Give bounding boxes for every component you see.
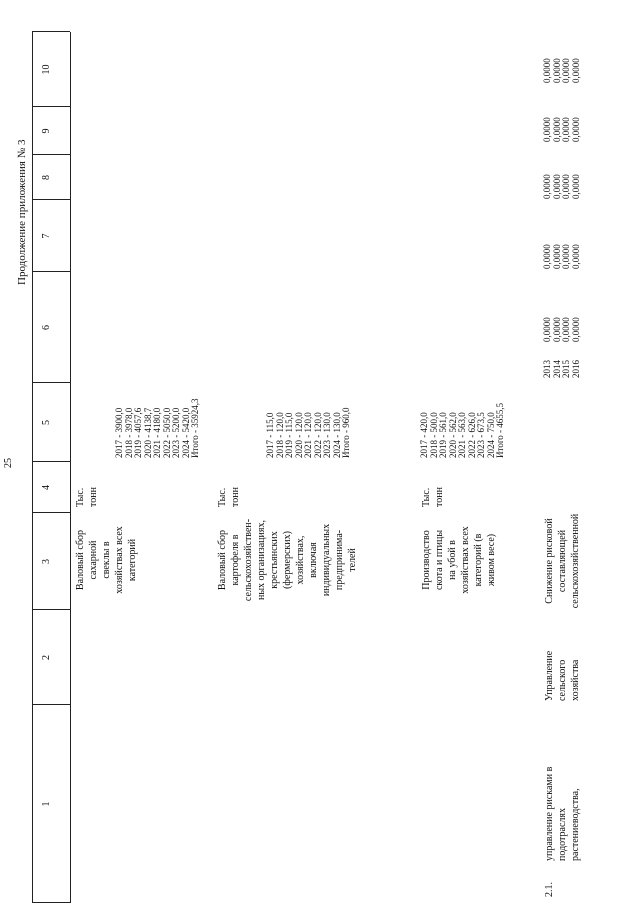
- row-col10-values: 0,0000 0,0000 0,0000 0,0000: [542, 58, 581, 83]
- indicator-values: 2017 - 420,0 2018 - 500,0 2019 - 561,0 2020 - 562,0 2021 - 563,0 2022 - 626,0 2023 - 673,5 2024 - 750,0 Итого - 4655,5: [419, 402, 505, 458]
- indicator-name: Валовый сбор картофеля в сельскохозяйствен- ных организациях, крестьянских (фермерских) хозяйствах, включая индивидуальных предпринима- телей: [217, 518, 358, 602]
- row-executor: Управление сельского хозяйства: [544, 650, 581, 701]
- col-num-5: 5: [41, 420, 52, 425]
- row-col6-values: 0,0000 0,0000 0,0000 0,0000: [542, 317, 581, 342]
- col-num-10: 10: [41, 64, 52, 75]
- col-num-3: 3: [41, 559, 52, 564]
- col-num-7: 7: [41, 233, 52, 239]
- col-num-8: 8: [41, 175, 52, 180]
- indicator-unit: Тыс. тонн: [217, 487, 241, 507]
- row-years: 2013 2014 2015 2016: [542, 360, 581, 378]
- indicator-name: Валовый сбор сахарной свеклы в хозяйствах всех категорий: [75, 526, 138, 594]
- col-num-2: 2: [41, 655, 52, 660]
- page-number: 25: [3, 458, 14, 468]
- row-col9-values: 0,0000 0,0000 0,0000 0,0000: [542, 117, 581, 142]
- indicator-values: 2017 - 3900,0 2018 - 3978,0 2019 - 4057,6 2020 - 4138,7 2021 - 4180,0 2022 - 5050,0 2023 - 5200,0 2024 - 5420,0 Итого - 35924,3: [114, 398, 200, 458]
- row-col8-values: 0,0000 0,0000 0,0000 0,0000: [542, 174, 581, 199]
- col-num-4: 4: [41, 485, 52, 490]
- col-num-9: 9: [41, 128, 52, 134]
- row-indicator: Снижение рисковой составляющей сельскохозяйственной: [544, 513, 581, 609]
- row-number: 2.1.: [544, 882, 555, 897]
- col-num-6: 6: [41, 325, 52, 330]
- row-col7-values: 0,0000 0,0000 0,0000 0,0000: [542, 244, 581, 269]
- indicator-values: 2017 - 115,0 2018 - 120,0 2019 - 115,0 2020 - 120,0 2021 - 120,0 2022 - 120,0 2023 - 130,0 2024 - 130,0 Итого - 960,0: [265, 407, 351, 458]
- indicator-unit: Тыс. тонн: [75, 487, 99, 507]
- row-name: управление рисками в подотраслях растениеводства,: [544, 766, 581, 861]
- indicator-name: Производство скота и птицы на убой в хозяйствах всех категорий (в живом весе): [421, 526, 497, 594]
- col-num-1: 1: [41, 801, 52, 807]
- continuation-label: Продолжение приложения № 3: [16, 139, 28, 285]
- indicator-unit: Тыс. тонн: [421, 487, 445, 507]
